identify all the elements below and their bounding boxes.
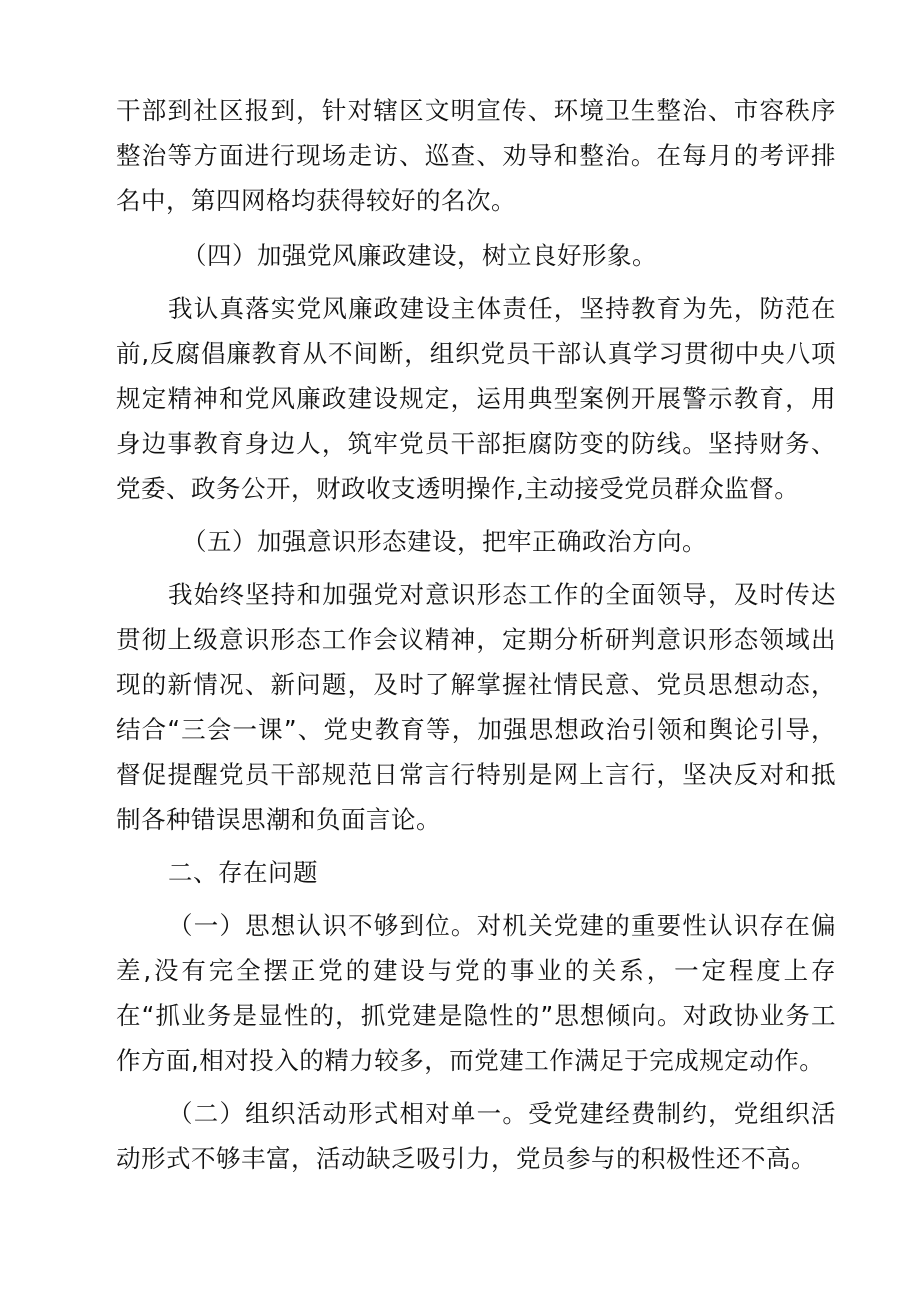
heading-integrity-building: （四）加强党风廉政建设，树立良好形象。	[182, 241, 657, 270]
paragraph-ideology-building: 我始终坚持和加强党对意识形态工作的全面领导，及时传达贯彻上级意识形态工作会议精神，定期分析研判意识形态领域出现的新情况、新问题，及时了解掌握社情民意、党员思想动态，结合“三会一课”、党史教育等，加强思想政治引领和舆论引导，督促提醒党员干部规范日常言行特别是网上言行，坚决反对和抵制各种错误思潮和负面言论。	[116, 580, 836, 834]
paragraph-integrity-building: 我认真落实党风廉政建设主体责任，坚持教育为先，防范在前,反腐倡廉教育从不间断，组织党员干部认真学习贯彻中央八项规定精神和党风廉政建设规定，运用典型案例开展警示教育，用身边事教育身边人，筑牢党员干部拒腐防变的防线。坚持财务、党委、政务公开，财政收支透明操作,主动接受党员群众监督。	[116, 294, 836, 503]
paragraph-problem-1: （一）思想认识不够到位。对机关党建的重要性认识存在偏差,没有完全摆正党的建设与党的事业的关系，一定程度上存在“抓业务是显性的，抓党建是隐性的”思想倾向。对政协业务工作方面,相对投入的精力较多，而党建工作满足于完成规定动作。	[116, 911, 836, 1075]
heading-ideology-building: （五）加强意识形态建设，把牢正确政治方向。	[182, 527, 707, 556]
paragraph-grid-work: 干部到社区报到，针对辖区文明宣传、环境卫生整治、市容秩序整治等方面进行现场走访、巡查、劝导和整治。在每月的考评排名中，第四网格均获得较好的名次。	[116, 96, 836, 215]
document-body	[116, 88, 836, 1181]
paragraph-problem-2: （二）组织活动形式相对单一。受党建经费制约，党组织活动形式不够丰富，活动缺乏吸引力，党员参与的积极性还不高。	[116, 1099, 836, 1173]
section-heading-problems: 二、存在问题	[168, 858, 318, 887]
